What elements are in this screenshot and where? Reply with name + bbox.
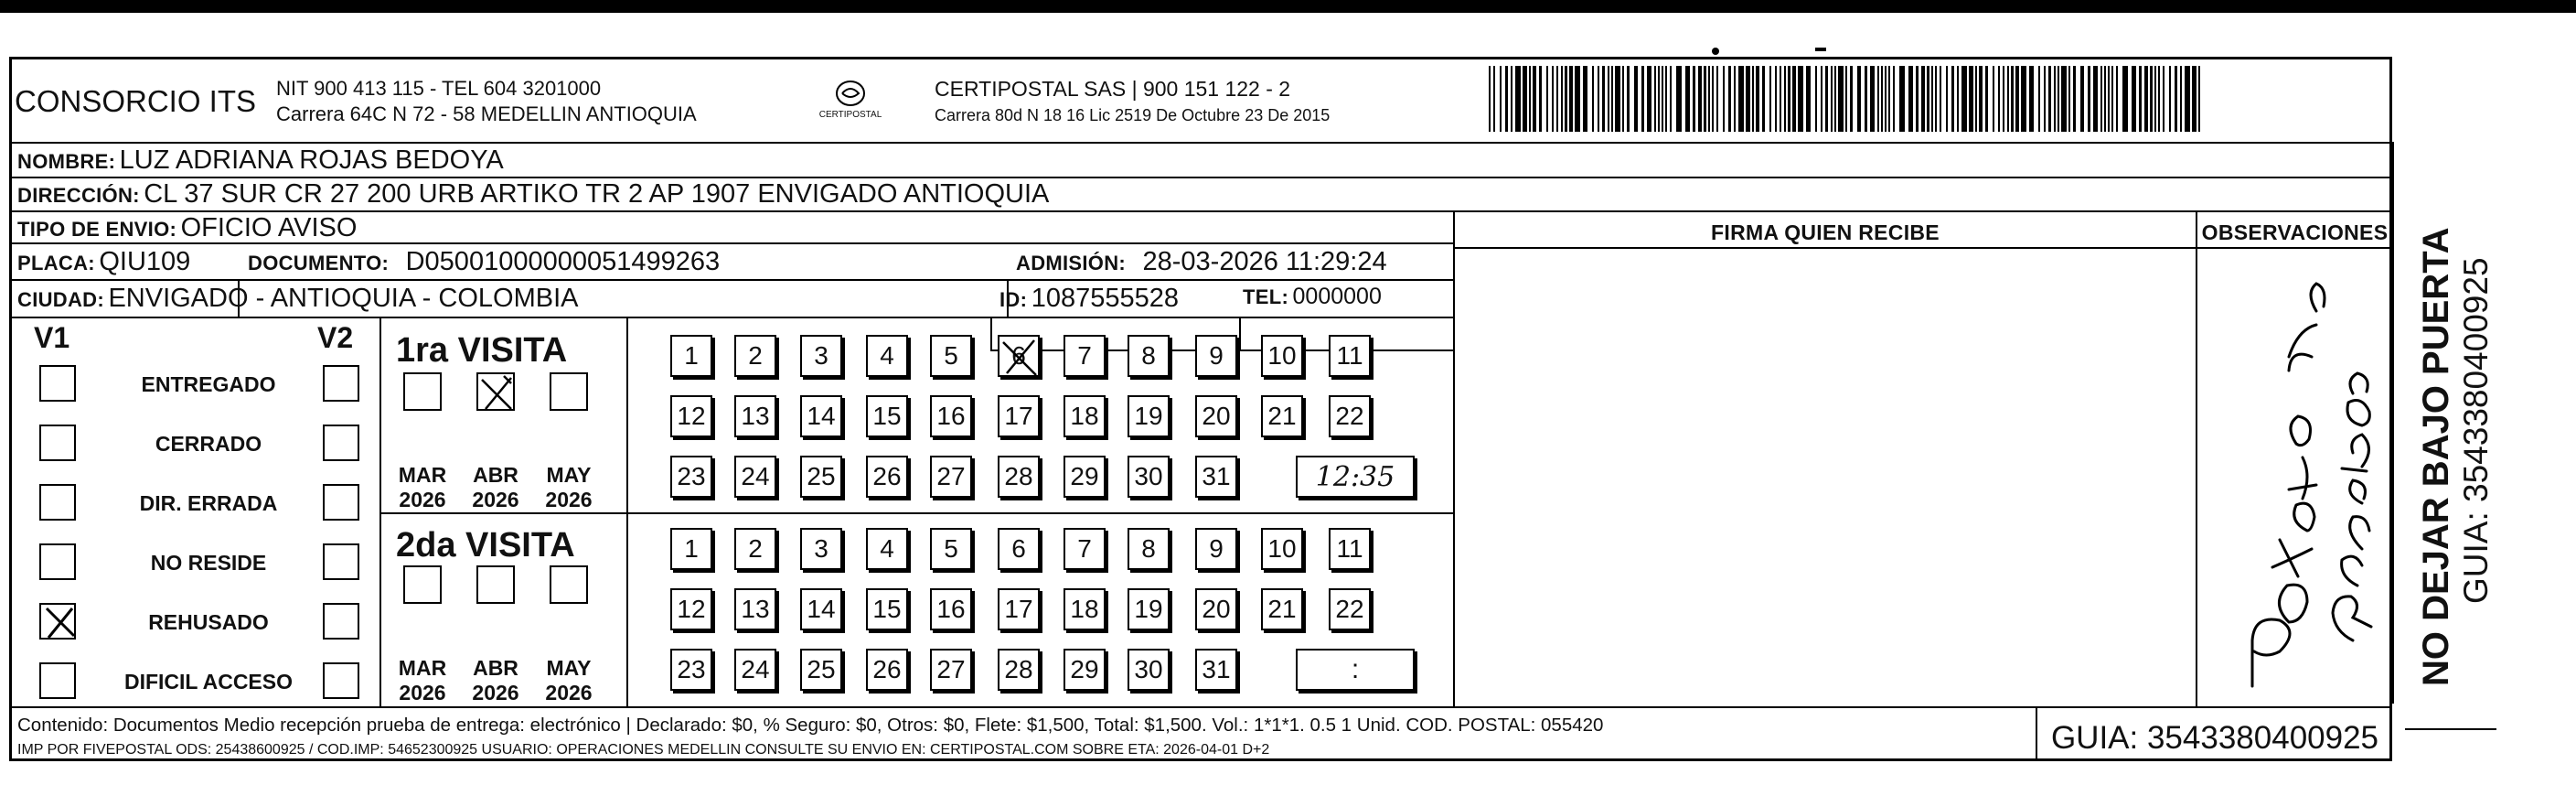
placa-label: PLACA:	[17, 252, 95, 274]
day-box[interactable]: 1	[670, 335, 712, 377]
day-box[interactable]: 21	[1261, 588, 1303, 630]
day-box[interactable]: 26	[866, 456, 908, 498]
documento-field	[248, 247, 720, 277]
day-box[interactable]: 29	[1064, 649, 1106, 691]
day-box[interactable]: 31	[1195, 456, 1237, 498]
day-box[interactable]: 12	[670, 588, 712, 630]
day-box[interactable]: 24	[734, 649, 776, 691]
status-option-label: REHUSADO	[148, 610, 269, 634]
day-box[interactable]: 19	[1128, 588, 1170, 630]
company-nit: NIT 900 413 115 - TEL 604 3201000	[276, 77, 602, 100]
ciudad-field	[17, 284, 578, 314]
day-box[interactable]: 9	[1195, 528, 1237, 570]
ciudad-value: ENVIGADO - ANTIOQUIA - COLOMBIA	[108, 284, 579, 313]
nombre-label: NOMBRE:	[17, 150, 116, 173]
month-checkbox[interactable]	[550, 372, 588, 411]
divider	[12, 177, 2392, 178]
observaciones-label: OBSERVACIONES	[2201, 220, 2389, 244]
month-checkbox[interactable]	[476, 372, 515, 411]
day-box[interactable]: 18	[1064, 588, 1106, 630]
day-box[interactable]: 29	[1064, 456, 1106, 498]
month-year: 2026	[472, 681, 519, 704]
nombre-row	[17, 145, 504, 176]
tipo-row	[17, 213, 357, 243]
admision-field	[1016, 247, 1387, 277]
cut-mark	[2405, 728, 2496, 730]
day-box[interactable]: 17	[998, 395, 1040, 437]
divider	[2392, 142, 2394, 704]
day-box[interactable]: 30	[1128, 649, 1170, 691]
month-name: MAY	[546, 656, 592, 680]
tipo-value: OFICIO AVISO	[180, 213, 358, 242]
day-box[interactable]: 11	[1329, 335, 1371, 377]
footer-guia: GUIA: 3543380400925	[2050, 720, 2379, 756]
month-year: 2026	[545, 681, 593, 704]
day-box[interactable]	[998, 335, 1040, 377]
v1-checkbox[interactable]	[39, 365, 76, 402]
day-box[interactable]: 13	[734, 395, 776, 437]
v1-checkbox[interactable]	[39, 484, 76, 521]
visit-time-box[interactable]: 12:35	[1296, 456, 1415, 498]
id-label: ID:	[999, 288, 1028, 311]
v1-checkbox[interactable]	[39, 425, 76, 461]
day-box[interactable]: 17	[998, 588, 1040, 630]
divider	[12, 142, 2392, 144]
month-label	[464, 656, 528, 705]
divider	[12, 317, 1453, 318]
day-box[interactable]: 20	[1195, 588, 1237, 630]
day-box[interactable]: 22	[1329, 395, 1371, 437]
day-box[interactable]: 31	[1195, 649, 1237, 691]
status-option-label: NO RESIDE	[150, 551, 267, 575]
admision-label: ADMISIÓN:	[1016, 252, 1127, 274]
month-label	[537, 463, 601, 512]
check-x-icon	[478, 374, 517, 413]
month-label	[390, 656, 454, 705]
month-name: ABR	[473, 463, 518, 487]
day-box[interactable]: 27	[930, 649, 972, 691]
day-box[interactable]: 23	[670, 649, 712, 691]
day-box[interactable]: 16	[930, 588, 972, 630]
day-box[interactable]: 3	[800, 335, 842, 377]
footer-content-line: Contenido: Documentos Medio recepción prueba de entrega: electrónico | Declarado: $0, % Seguro: $0, Otros: $0, Flete: $1,500, Total: $1,500. Vol.: 1*1*1. 0.5 1 Unid. COD. POSTAL: 055420	[17, 715, 1604, 736]
day-box[interactable]: 14	[800, 395, 842, 437]
day-box[interactable]: 8	[1128, 528, 1170, 570]
month-checkbox[interactable]	[476, 565, 515, 604]
month-year: 2026	[545, 488, 593, 511]
visit1-title: 1ra VISITA	[396, 331, 568, 370]
status-option-label: CERRADO	[155, 432, 262, 456]
day-box[interactable]: 20	[1195, 395, 1237, 437]
status-option-label: DIFICIL ACCESO	[123, 670, 293, 694]
day-box[interactable]: 30	[1128, 456, 1170, 498]
day-box[interactable]: 15	[866, 395, 908, 437]
divider	[1453, 210, 1455, 706]
tipo-label: TIPO DE ENVIO:	[17, 218, 177, 241]
month-label	[464, 463, 528, 512]
carrier-info: CERTIPOSTAL SAS | 900 151 122 - 2	[935, 77, 1291, 101]
visit2-title: 2da VISITA	[396, 526, 575, 565]
divider	[12, 279, 1453, 281]
v2-checkbox[interactable]	[323, 425, 359, 461]
v1-checkbox[interactable]	[39, 603, 76, 640]
day-box[interactable]: 18	[1064, 395, 1106, 437]
ciudad-label: CIUDAD:	[17, 288, 104, 311]
month-name: MAR	[398, 463, 447, 487]
day-box[interactable]: 10	[1261, 528, 1303, 570]
day-box[interactable]: 12	[670, 395, 712, 437]
month-year: 2026	[399, 488, 446, 511]
barcode-mark	[1815, 48, 1826, 51]
documento-label: DOCUMENTO:	[248, 252, 390, 274]
day-box[interactable]: 14	[800, 588, 842, 630]
placa-value: QIU109	[99, 247, 191, 276]
day-box[interactable]: 25	[800, 649, 842, 691]
month-name: MAR	[398, 656, 447, 680]
status-option-label: DIR. ERRADA	[139, 491, 278, 515]
day-box[interactable]: 3	[800, 528, 842, 570]
month-checkbox[interactable]	[403, 372, 442, 411]
day-box[interactable]: 10	[1261, 335, 1303, 377]
no-dejar-bajo-puerta: NO DEJAR BAJO PUERTA	[2416, 227, 2456, 686]
divider	[1239, 317, 1241, 349]
month-name: MAY	[546, 463, 592, 487]
direccion-row	[17, 179, 1049, 210]
v1-label: V1	[34, 321, 70, 354]
day-box[interactable]: 22	[1329, 588, 1371, 630]
day-box[interactable]: 4	[866, 335, 908, 377]
top-edge-bar	[0, 0, 2576, 13]
direccion-label: DIRECCIÓN:	[17, 184, 140, 207]
day-box[interactable]: 28	[998, 456, 1040, 498]
visit-time-box[interactable]: :	[1296, 649, 1415, 691]
day-box[interactable]: 11	[1329, 528, 1371, 570]
day-box[interactable]: 24	[734, 456, 776, 498]
v1-checkbox[interactable]	[39, 543, 76, 580]
v1-checkbox[interactable]	[39, 662, 76, 699]
observaciones-handwriting	[2225, 256, 2380, 695]
day-box[interactable]: 1	[670, 528, 712, 570]
day-box[interactable]: 2	[734, 528, 776, 570]
divider	[626, 317, 628, 706]
check-x-icon	[41, 605, 78, 641]
day-box[interactable]: 28	[998, 649, 1040, 691]
admision-value: 28-03-2026 11:29:24	[1142, 247, 1387, 276]
month-name: ABR	[473, 656, 518, 680]
day-box[interactable]: 7	[1064, 335, 1106, 377]
day-box[interactable]: 8	[1128, 335, 1170, 377]
carrier-address: Carrera 80d N 18 16 Lic 2519 De Octubre 23 De 2015	[935, 106, 1331, 124]
status-option-label: ENTREGADO	[141, 372, 276, 396]
id-value: 1087555528	[1031, 284, 1179, 313]
barcode-mark	[1712, 48, 1719, 55]
day-box[interactable]: 16	[930, 395, 972, 437]
day-box[interactable]: 26	[866, 649, 908, 691]
v2-checkbox[interactable]	[323, 662, 359, 699]
day-box[interactable]: 23	[670, 456, 712, 498]
day-box[interactable]: 5	[930, 528, 972, 570]
shipment-form	[9, 57, 2392, 761]
tel-label: TEL:	[1243, 285, 1289, 308]
divider	[379, 512, 1455, 514]
v2-checkbox[interactable]	[323, 603, 359, 640]
logo-caption: CERTIPOSTAL	[818, 110, 882, 120]
tel-value: 0000000	[1292, 284, 1382, 309]
month-year: 2026	[472, 488, 519, 511]
id-field	[999, 284, 1179, 314]
company-name: CONSORCIO ITS	[15, 84, 257, 118]
tel-field	[1243, 284, 1382, 310]
divider	[1453, 247, 2392, 249]
divider	[379, 317, 381, 706]
day-box[interactable]: 21	[1261, 395, 1303, 437]
nombre-value: LUZ ADRIANA ROJAS BEDOYA	[119, 145, 504, 175]
month-label	[537, 656, 601, 705]
day-box[interactable]: 9	[1195, 335, 1237, 377]
firma-label: FIRMA QUIEN RECIBE	[1711, 220, 1940, 244]
day-box[interactable]: 7	[1064, 528, 1106, 570]
month-year: 2026	[399, 681, 446, 704]
day-box[interactable]: 2	[734, 335, 776, 377]
divider	[12, 210, 2392, 212]
day-box[interactable]: 27	[930, 456, 972, 498]
day-box[interactable]: 4	[866, 528, 908, 570]
divider	[990, 317, 992, 349]
day-box[interactable]: 13	[734, 588, 776, 630]
v2-checkbox[interactable]	[323, 484, 359, 521]
company-address: Carrera 64C N 72 - 58 MEDELLIN ANTIOQUIA	[276, 102, 697, 125]
day-box[interactable]: 19	[1128, 395, 1170, 437]
day-box[interactable]: 5	[930, 335, 972, 377]
side-guia: GUIA: 3543380400925	[2457, 257, 2495, 604]
v2-checkbox[interactable]	[323, 365, 359, 402]
check-x-icon	[999, 337, 1042, 379]
direccion-value: CL 37 SUR CR 27 200 URB ARTIKO TR 2 AP 1907 ENVIGADO ANTIOQUIA	[144, 179, 1050, 209]
v2-label: V2	[317, 321, 354, 354]
divider	[2196, 210, 2197, 706]
day-box[interactable]: 25	[800, 456, 842, 498]
month-checkbox[interactable]	[403, 565, 442, 604]
day-box[interactable]: 6	[998, 528, 1040, 570]
day-number: 6	[1011, 341, 1026, 370]
month-label	[390, 463, 454, 512]
placa-field	[17, 247, 190, 277]
month-checkbox[interactable]	[550, 565, 588, 604]
documento-value: D05001000000051499263	[405, 247, 721, 276]
v2-checkbox[interactable]	[323, 543, 359, 580]
footer-imp-line: IMP POR FIVEPOSTAL ODS: 25438600925 / COD.IMP: 54652300925 USUARIO: OPERACIONES MEDELLIN CONSULTE SU ENVIO EN: CERTIPOSTAL.COM SOBRE ETA: 2026-04-01 D+2	[17, 742, 1270, 758]
day-box[interactable]: 15	[866, 588, 908, 630]
